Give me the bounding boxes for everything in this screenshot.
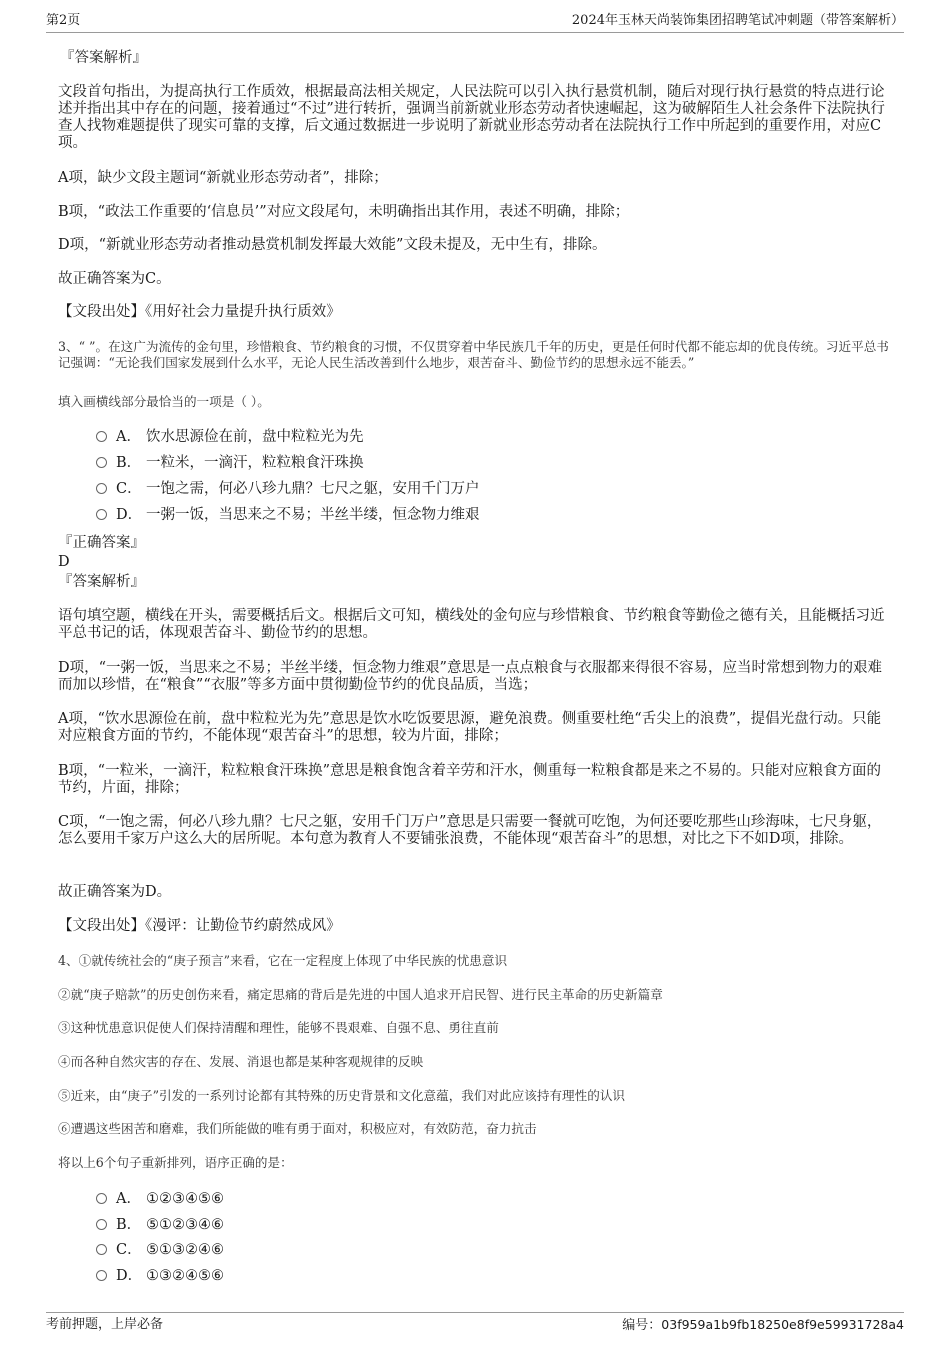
conclusion-1: 故正确答案为C。 <box>58 271 171 287</box>
question-4-sentence-1: 4、①就传统社会的“庚子预言”来看，它在一定程度上体现了中华民族的忧患意识 <box>58 953 508 968</box>
analysis-text-1: 文段首句指出，为提高执行工作质效，根据最高法相关规定，人民法院可以引入执行悬赏机制，随后对现行执行悬赏的特点进行论述并指出其中存在的问题，接着通过“不过”进行转折，强调当前新就业形态劳动者快速崛起，这为破解陌生人社会条件下法院执行查人找物难题提供了现实可靠的支撑，后文通过数据进一步说明了新就业形态劳动者在法院执行工作中所起到的重要作用，对应C项。 <box>58 84 885 151</box>
question-4-option-c[interactable]: C． ⑤①③②④⑥ <box>96 1241 224 1259</box>
analysis-heading-1: 『答案解析』 <box>60 50 147 66</box>
conclusion-3: 故正确答案为D。 <box>58 884 172 900</box>
document-code <box>622 1315 904 1336</box>
answer-value-3: D <box>58 554 70 570</box>
radio-button-icon[interactable] <box>96 509 107 520</box>
question-4-sentence-6: ⑥遭遇这些困苦和磨难，我们所能做的唯有勇于面对，积极应对，有效防范，奋力抗击 <box>58 1121 537 1136</box>
analysis-paragraph-3-1: 语句填空题，横线在开头，需要概括后文。根据后文可知，横线处的金句应与珍惜粮食、节约粮食等勤俭之德有关，且能概括习近平总书记的话，体现艰苦奋斗、勤俭节约的思想。 <box>58 608 885 641</box>
question-4-sentence-2: ②就“庚子赔款”的历史创伤来看，痛定思痛的背后是先进的中国人追求开启民智、进行民主革命的历史新篇章 <box>58 987 663 1002</box>
source-1: 【文段出处】《用好社会力量提升执行质效》 <box>58 304 341 320</box>
question-3-option-a[interactable]: A． 饮水思源俭在前，盘中粒粒光为先 <box>96 428 364 446</box>
radio-button-icon[interactable] <box>96 1193 107 1204</box>
option-a-explanation-1: A项，缺少文段主题词“新就业形态劳动者”，排除； <box>58 170 388 186</box>
document-title: 2024年玉林天尚装饰集团招聘笔试冲刺题（带答案解析） <box>571 13 904 28</box>
analysis-paragraph-3-3: A项，“饮水思源俭在前，盘中粒粒光为先”意思是饮水吃饭要思源，避免浪费。侧重要杜绝“舌尖上的浪费”，提倡光盘行动。只能对应粮食方面的节约，不能体现“艰苦奋斗”的思想，较为片面，排除； <box>58 711 882 744</box>
option-d-explanation-1: D项，“新就业形态劳动者推动悬赏机制发挥最大效能”文段未提及，无中生有，排除。 <box>58 237 607 253</box>
code-value: 03f959a1b9fb18250e8f9e59931728a4 <box>661 1317 904 1332</box>
analysis-paragraph-3-4: B项，“一粒米，一滴汗，粒粒粮食汗珠换”意思是粮食饱含着辛劳和汗水，侧重每一粒粮食都是来之不易的。只能对应粮食方面的节约，片面，排除； <box>58 763 881 796</box>
question-4-option-d[interactable]: D． ①③②④⑤⑥ <box>96 1267 224 1285</box>
question-4-sentence-4: ④而各种自然灾害的存在、发展、消退也都是某种客观规律的反映 <box>58 1054 424 1069</box>
question-3-option-d[interactable]: D． 一粥一饭，当思来之不易；半丝半缕，恒念物力维艰 <box>96 506 480 524</box>
question-4-prompt: 将以上6个句子重新排列，语序正确的是： <box>58 1155 293 1170</box>
page-number: 第2页 <box>46 13 81 28</box>
radio-button-icon[interactable] <box>96 457 107 468</box>
radio-button-icon[interactable] <box>96 431 107 442</box>
analysis-paragraph-3-2: D项，“一粥一饭，当思来之不易；半丝半缕，恒念物力维艰”意思是一点点粮食与衣服都来得很不容易，应当时常想到物力的艰难而加以珍惜，在“粮食”“衣服”等多方面中贯彻勤俭节约的优良品质，当选； <box>58 660 882 693</box>
answer-heading-3: 『正确答案』 <box>58 535 145 551</box>
radio-button-icon[interactable] <box>96 1244 107 1255</box>
question-3-option-b[interactable]: B． 一粒米，一滴汗，粒粒粮食汗珠换 <box>96 454 364 472</box>
source-3: 【文段出处】《漫评：让勤俭节约蔚然成风》 <box>58 918 341 934</box>
question-3-option-c[interactable]: C． 一饱之需，何必八珍九鼎？七尺之躯，安用千门万户 <box>96 480 480 498</box>
question-4-sentence-5: ⑤近来，由“庚子”引发的一系列讨论都有其特殊的历史背景和文化意蕴，我们对此应该持有理性的认识 <box>58 1088 626 1103</box>
option-b-explanation-1: B项，“政法工作重要的‘信息员’”对应文段尾句，未明确指出其作用，表述不明确，排除； <box>58 204 630 220</box>
question-4-option-a[interactable]: A． ①②③④⑤⑥ <box>96 1190 224 1208</box>
question-3-stem: 3、“ ”。在这广为流传的金句里，珍惜粮食、节约粮食的习惯，不仅贯穿着中华民族几千年的历史，更是任何时代都不能忘却的优良传统。习近平总书记强调：“无论我们国家发展到什么水平，无论人民生活改善到什么地步，艰苦奋斗、勤俭节约的思想永远不能丢。” <box>58 339 889 370</box>
analysis-heading-3: 『答案解析』 <box>58 574 145 590</box>
analysis-paragraph-3-5: C项，“一饱之需，何必八珍九鼎？七尺之躯，安用千门万户”意思是只需要一餐就可吃饱，为何还要吃那些山珍海味，七尺身躯，怎么要用千家万户这么大的居所呢。本句意为教育人不要铺张浪费，不能体现“艰苦奋斗”的思想，对比之下不如D项，排除。 <box>58 814 882 847</box>
radio-button-icon[interactable] <box>96 483 107 494</box>
question-3-prompt: 填入画横线部分最恰当的一项是（ ）。 <box>58 394 270 409</box>
radio-button-icon[interactable] <box>96 1270 107 1281</box>
page-footer <box>46 1312 904 1337</box>
page-header <box>46 12 904 33</box>
footer-slogan: 考前押题，上岸必备 <box>46 1317 164 1332</box>
question-4-sentence-3: ③这种忧患意识促使人们保持清醒和理性，能够不畏艰难、自强不息、勇往直前 <box>58 1020 499 1035</box>
radio-button-icon[interactable] <box>96 1219 107 1230</box>
code-label: 编号： <box>622 1318 662 1333</box>
question-4-option-b[interactable]: B． ⑤①②③④⑥ <box>96 1216 224 1234</box>
